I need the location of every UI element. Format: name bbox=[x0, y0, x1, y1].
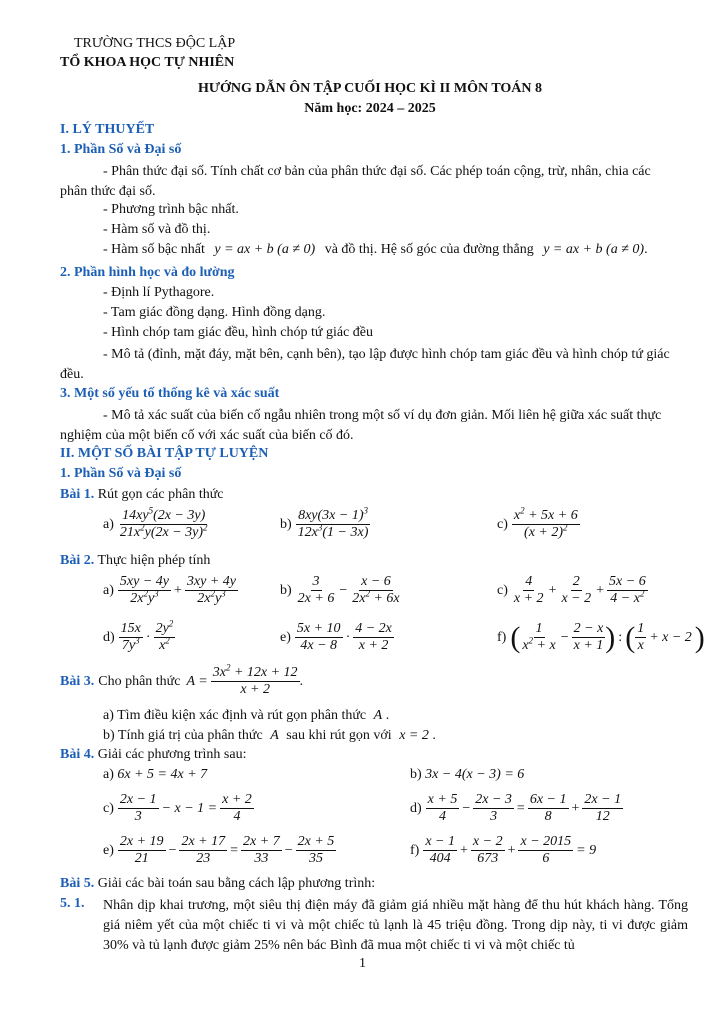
bai3-text: Cho phân thức bbox=[98, 673, 181, 689]
theory-heading: I. LÝ THUYẾT bbox=[60, 122, 155, 137]
bai2-b: b) $\frac{3}{2x + 6}$ − $\frac{x - 6}{2x^2 + 6x}$ bbox=[280, 574, 400, 606]
theory-s1-item-linear bbox=[103, 242, 648, 258]
bai3-qb-mid: sau khi rút gọn với bbox=[286, 728, 392, 743]
bai3-b: b) Tính giá trị của phân thức A sau khi rút gọn với x = 2 . bbox=[103, 728, 436, 743]
linear-fn-formula: y = ax + b (a ≠ 0) bbox=[214, 242, 316, 257]
theory-s1-item: - Phương trình bậc nhất. bbox=[103, 202, 239, 217]
bai1-a: a) $\frac{14xy^5(2x - 3y)}{21x^2y(2x - 3y)^2}$ bbox=[103, 505, 208, 540]
bai3-qb-text: b) Tính giá trị của phân thức bbox=[103, 728, 263, 743]
bai3-qb-var: A bbox=[270, 728, 279, 743]
bai3-label: Bài 3. bbox=[60, 673, 95, 689]
theory-s2-item: - Mô tả (đỉnh, mặt đáy, mặt bên, cạnh bên), tạo lập được hình chóp tam giác đều và hình chóp tứ giác đều. bbox=[60, 347, 670, 382]
exercises-heading: II. MỘT SỐ BÀI TẬP TỰ LUYỆN bbox=[60, 446, 269, 461]
theory-s2-item: - Định lí Pythagore. bbox=[103, 285, 215, 300]
document-title: HƯỚNG DẪN ÔN TẬP CUỐI HỌC KÌ II MÔN TOÁN 8 bbox=[197, 81, 543, 96]
bai1-c: c) $\frac{x^2 + 5x + 6}{(x + 2)^2}$ bbox=[497, 505, 578, 540]
bai4-f: f) $\frac{x - 1}{404}$ + $\frac{x - 2}{673}$ + $\frac{x - 2015}{6}$ = 9 bbox=[410, 834, 597, 866]
theory-s1-item: - Phân thức đại số. Tính chất cơ bản của phân thức đại số. Các phép toán cộng, trừ, nhân, chia các phân thức đại số. bbox=[60, 164, 651, 199]
bai2-text: Thực hiện phép tính bbox=[97, 553, 211, 568]
theory-s2-heading: 2. Phần hình học và đo lường bbox=[60, 265, 235, 280]
bai2-d: d) $\frac{15x}{7y^3}$ · $\frac{2y^2}{x^2}$ bbox=[103, 618, 174, 653]
period: . bbox=[644, 242, 648, 257]
bai5-1-label: 5. 1. bbox=[60, 896, 85, 911]
bai2-label: Bài 2. bbox=[60, 553, 95, 568]
bai4-e: e) $\frac{2x + 19}{21}$ − $\frac{2x + 17}{23}$ = $\frac{2x + 7}{33}$ − $\frac{2x + 5}{35}$ bbox=[103, 834, 335, 866]
bai1-b: b) $\frac{8xy(3x - 1)^3}{12x^3(1 - 3x)}$ bbox=[280, 505, 369, 540]
bai1 bbox=[60, 487, 224, 503]
bai1-label: Bài 1. bbox=[60, 487, 95, 502]
bai5 bbox=[60, 876, 375, 892]
theory-s2-item: - Tam giác đồng dạng. Hình đồng dạng. bbox=[103, 305, 326, 320]
line-formula: y = ax + b (a ≠ 0) bbox=[543, 242, 645, 257]
bai3-qb-val: x = 2 bbox=[399, 728, 429, 743]
page-number: 1 bbox=[359, 956, 366, 971]
bai3-qa-var: A bbox=[373, 708, 383, 723]
group-name: TỔ KHOA HỌC TỰ NHIÊN bbox=[60, 55, 235, 70]
bai5-text: Giải các bài toán sau bằng cách lập phương trình: bbox=[97, 876, 376, 891]
slope-text: và đồ thị. Hệ số góc của đường thẳng bbox=[324, 242, 534, 257]
school-name: TRƯỜNG THCS ĐỘC LẬP bbox=[74, 36, 236, 51]
theory-s2-item: - Hình chóp tam giác đều, hình chóp tứ giác đều bbox=[103, 325, 374, 340]
bai4-label: Bài 4. bbox=[60, 747, 95, 762]
bai4-d: d) $\frac{x + 5}{4}$ − $\frac{2x - 3}{3}$ = $\frac{6x - 1}{8}$ + $\frac{2x - 1}{12}$ bbox=[410, 792, 622, 824]
bai2-c: c) $\frac{4}{x + 2}$ + $\frac{2}{x - 2}$ + $\frac{5x - 6}{4 - x^2}$ bbox=[497, 574, 646, 606]
bai5-label: Bài 5. bbox=[60, 876, 95, 891]
bai4-text: Giải các phương trình sau: bbox=[97, 747, 247, 762]
exercises-s1-heading: 1. Phần Số và Đại số bbox=[60, 466, 182, 481]
linear-fn-text: - Hàm số bậc nhất bbox=[103, 242, 205, 257]
bai3: Bài 3. Cho phân thức A = $\frac{3x^2 + 12x + 12}{x + 2}$ . bbox=[60, 662, 304, 697]
bai2-e: e) $\frac{5x + 10}{4x - 8}$ · $\frac{4 - 2x}{x + 2}$ bbox=[280, 621, 392, 653]
bai1-text: Rút gọn các phân thức bbox=[97, 487, 224, 502]
bai4-b: b) 3x − 4(x − 3) = 6 bbox=[410, 767, 525, 782]
theory-s3-item: - Mô tả xác suất của biến cố ngẫu nhiên trong một số ví dụ đơn giản. Mối liên hệ giữa xác suất thực nghiệm của một biến cố với xác suất của biến cố đó. bbox=[60, 408, 662, 443]
bai3-a: a) Tìm điều kiện xác định và rút gọn phân thức A . bbox=[103, 708, 390, 723]
school-year: Năm học: 2024 – 2025 bbox=[304, 101, 436, 116]
bai4-c: c) $\frac{2x - 1}{3}$ − x − 1 = $\frac{x + 2}{4}$ bbox=[103, 792, 252, 824]
bai2-a: a) $\frac{5xy - 4y}{2x^2y^3}$ + $\frac{3xy + 4y}{2x^2y^3}$ bbox=[103, 574, 236, 606]
bai4 bbox=[60, 747, 246, 763]
bai3-qa-text: a) Tìm điều kiện xác định và rút gọn phân thức bbox=[103, 708, 367, 723]
bai2 bbox=[60, 553, 210, 569]
theory-s1-item: - Hàm số và đồ thị. bbox=[103, 222, 211, 237]
bai4-a: a) 6x + 5 = 4x + 7 bbox=[103, 767, 208, 782]
theory-s3-heading: 3. Một số yếu tố thống kê và xác suất bbox=[60, 386, 280, 401]
theory-s1-heading: 1. Phần Số và Đại số bbox=[60, 142, 182, 157]
bai2-f: f) ( $\frac{1}{x^2 + x}$ − $\frac{2 - x}{x + 1}$ ) : ( $\frac{1}{x}$ + x − 2 ) bbox=[497, 620, 705, 654]
bai5-1-text: Nhân dịp khai trương, một siêu thị điện máy đã giảm giá nhiều mặt hàng để thu hút khách hàng. Tổng giá niêm yết của một chiếc ti vi và một chiếc tủ lạnh là 45 triệu đồng. Trong dịp này, ti vi được giảm 30% và tủ lạnh được giảm 25% nên bác Bình đã mua một chiếc ti vi và một chiếc tủ bbox=[103, 898, 688, 953]
